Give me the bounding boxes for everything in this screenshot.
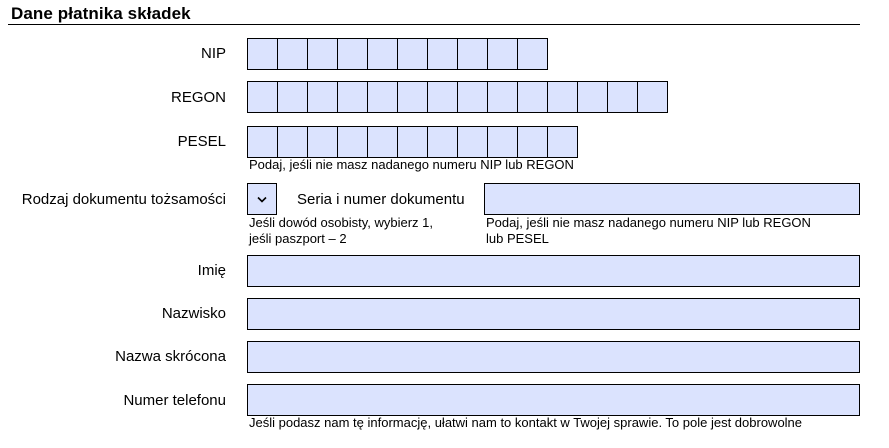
digit-cell[interactable] <box>547 126 578 158</box>
digit-cell[interactable] <box>517 81 548 113</box>
regon-field[interactable] <box>247 81 668 113</box>
digit-cell[interactable] <box>247 81 278 113</box>
digit-cell[interactable] <box>277 38 308 70</box>
doc-type-label: Rodzaj dokumentu tożsamości <box>21 191 226 208</box>
regon-label: REGON <box>170 89 226 106</box>
digit-cell[interactable] <box>277 126 308 158</box>
digit-cell[interactable] <box>427 81 458 113</box>
digit-cell[interactable] <box>457 81 488 113</box>
doc-number-field[interactable] <box>484 183 860 215</box>
digit-cell[interactable] <box>367 126 398 158</box>
chevron-down-icon <box>257 196 267 203</box>
digit-cell[interactable] <box>517 38 548 70</box>
digit-cell[interactable] <box>247 126 278 158</box>
doc-number-hint-2: lub PESEL <box>486 231 549 246</box>
digit-cell[interactable] <box>337 38 368 70</box>
doc-type-hint-1: Jeśli dowód osobisty, wybierz 1, <box>249 215 434 230</box>
digit-cell[interactable] <box>367 81 398 113</box>
digit-cell[interactable] <box>247 38 278 70</box>
digit-cell[interactable] <box>547 81 578 113</box>
digit-cell[interactable] <box>517 126 548 158</box>
first-name-label: Imię <box>197 262 226 279</box>
digit-cell[interactable] <box>337 81 368 113</box>
digit-cell[interactable] <box>457 126 488 158</box>
digit-cell[interactable] <box>427 126 458 158</box>
digit-cell[interactable] <box>397 126 428 158</box>
digit-cell[interactable] <box>397 81 428 113</box>
section-divider <box>8 24 860 25</box>
nip-label: NIP <box>200 45 226 62</box>
short-name-field[interactable] <box>247 341 860 373</box>
first-name-field[interactable] <box>247 255 860 287</box>
pesel-field[interactable] <box>247 126 578 158</box>
digit-cell[interactable] <box>397 38 428 70</box>
short-name-label: Nazwa skrócona <box>115 348 226 365</box>
digit-cell[interactable] <box>487 126 518 158</box>
digit-cell[interactable] <box>367 38 398 70</box>
digit-cell[interactable] <box>337 126 368 158</box>
digit-cell[interactable] <box>307 38 338 70</box>
phone-hint: Jeśli podasz nam tę informację, ułatwi nam to kontakt w Twojej sprawie. To pole jest dobrowolne <box>249 415 803 430</box>
digit-cell[interactable] <box>457 38 488 70</box>
doc-number-hint-1: Podaj, jeśli nie masz nadanego numeru NIP lub REGON <box>486 215 811 230</box>
pesel-label: PESEL <box>177 133 226 150</box>
doc-type-dropdown[interactable] <box>247 183 277 215</box>
pesel-hint: Podaj, jeśli nie masz nadanego numeru NIP lub REGON <box>249 157 574 172</box>
digit-cell[interactable] <box>277 81 308 113</box>
phone-label: Numer telefonu <box>123 392 226 409</box>
doc-number-label: Seria i numer dokumentu <box>297 191 465 208</box>
digit-cell[interactable] <box>487 38 518 70</box>
digit-cell[interactable] <box>577 81 608 113</box>
doc-type-hint-2: jeśli paszport – 2 <box>249 231 347 246</box>
digit-cell[interactable] <box>487 81 518 113</box>
digit-cell[interactable] <box>637 81 668 113</box>
digit-cell[interactable] <box>307 81 338 113</box>
digit-cell[interactable] <box>607 81 638 113</box>
last-name-label: Nazwisko <box>161 305 226 322</box>
digit-cell[interactable] <box>307 126 338 158</box>
digit-cell[interactable] <box>427 38 458 70</box>
last-name-field[interactable] <box>247 298 860 330</box>
nip-field[interactable] <box>247 38 548 70</box>
phone-field[interactable] <box>247 384 860 416</box>
section-title: Dane płatnika składek <box>11 4 191 23</box>
